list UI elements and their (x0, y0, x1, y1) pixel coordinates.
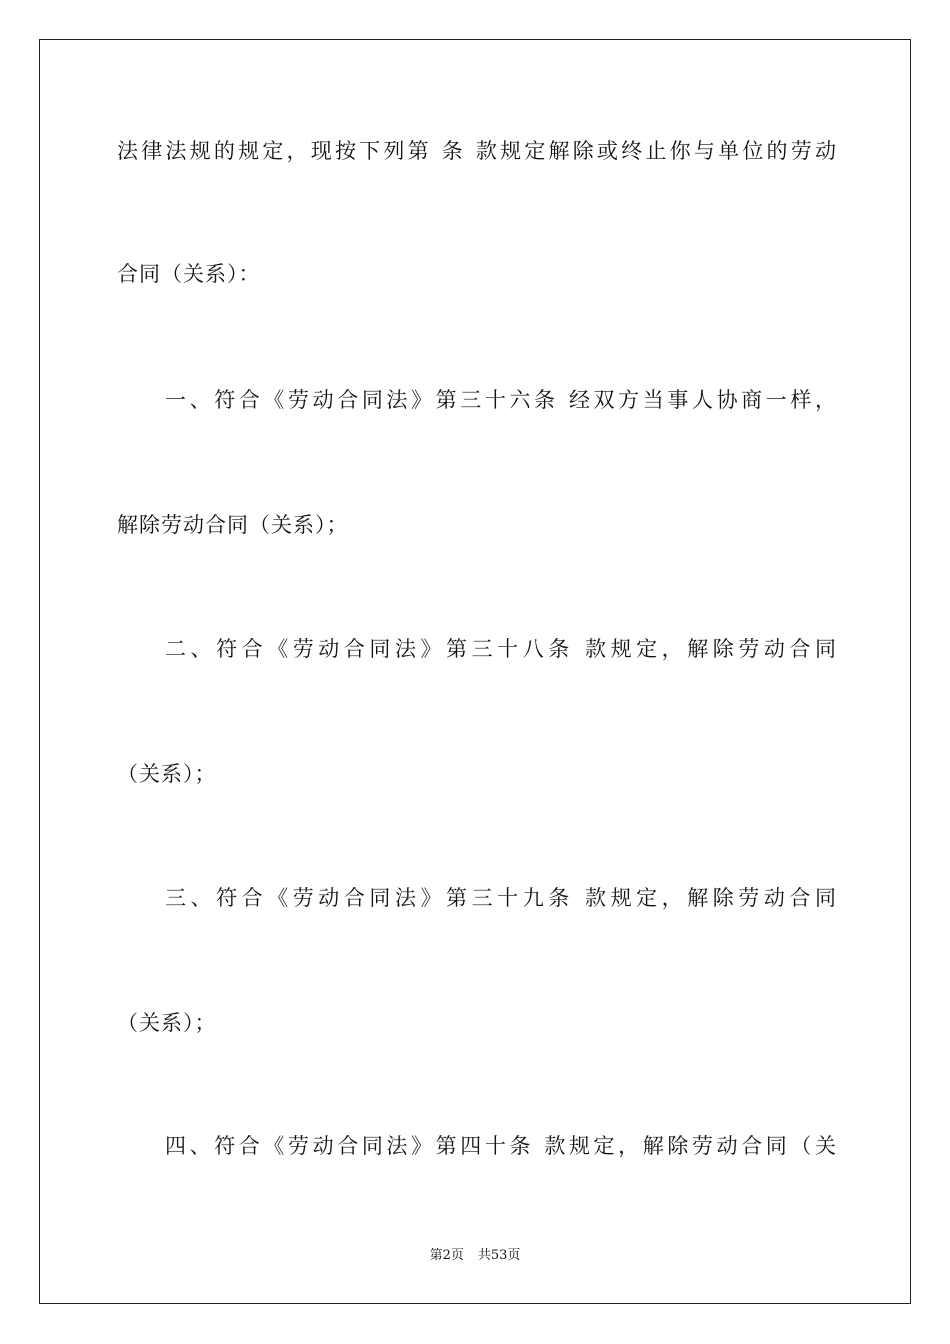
body-line-2: 合同（关系）： (117, 262, 261, 286)
page-total: 共53页 (477, 1248, 521, 1263)
page-number: 第2页 (429, 1248, 464, 1263)
body-line-3: 一、符合《劳动合同法》第三十六条 经双方当事人协商一样， (165, 388, 837, 412)
page-footer (0, 1247, 950, 1265)
body-line-4: 解除劳动合同（关系）； (117, 513, 349, 537)
body-line-1: 法律法规的规定，现按下列第 条 款规定解除或终止你与单位的劳动 (117, 139, 837, 163)
page-border (39, 39, 911, 1304)
body-line-7: 三、符合《劳动合同法》第三十九条 款规定，解除劳动合同 (165, 886, 837, 910)
body-line-9: 四、符合《劳动合同法》第四十条 款规定，解除劳动合同（关 (165, 1134, 837, 1158)
body-line-6: （关系）； (117, 762, 217, 786)
body-line-5: 二、符合《劳动合同法》第三十八条 款规定，解除劳动合同 (165, 637, 837, 661)
body-line-8: （关系）； (117, 1011, 217, 1035)
